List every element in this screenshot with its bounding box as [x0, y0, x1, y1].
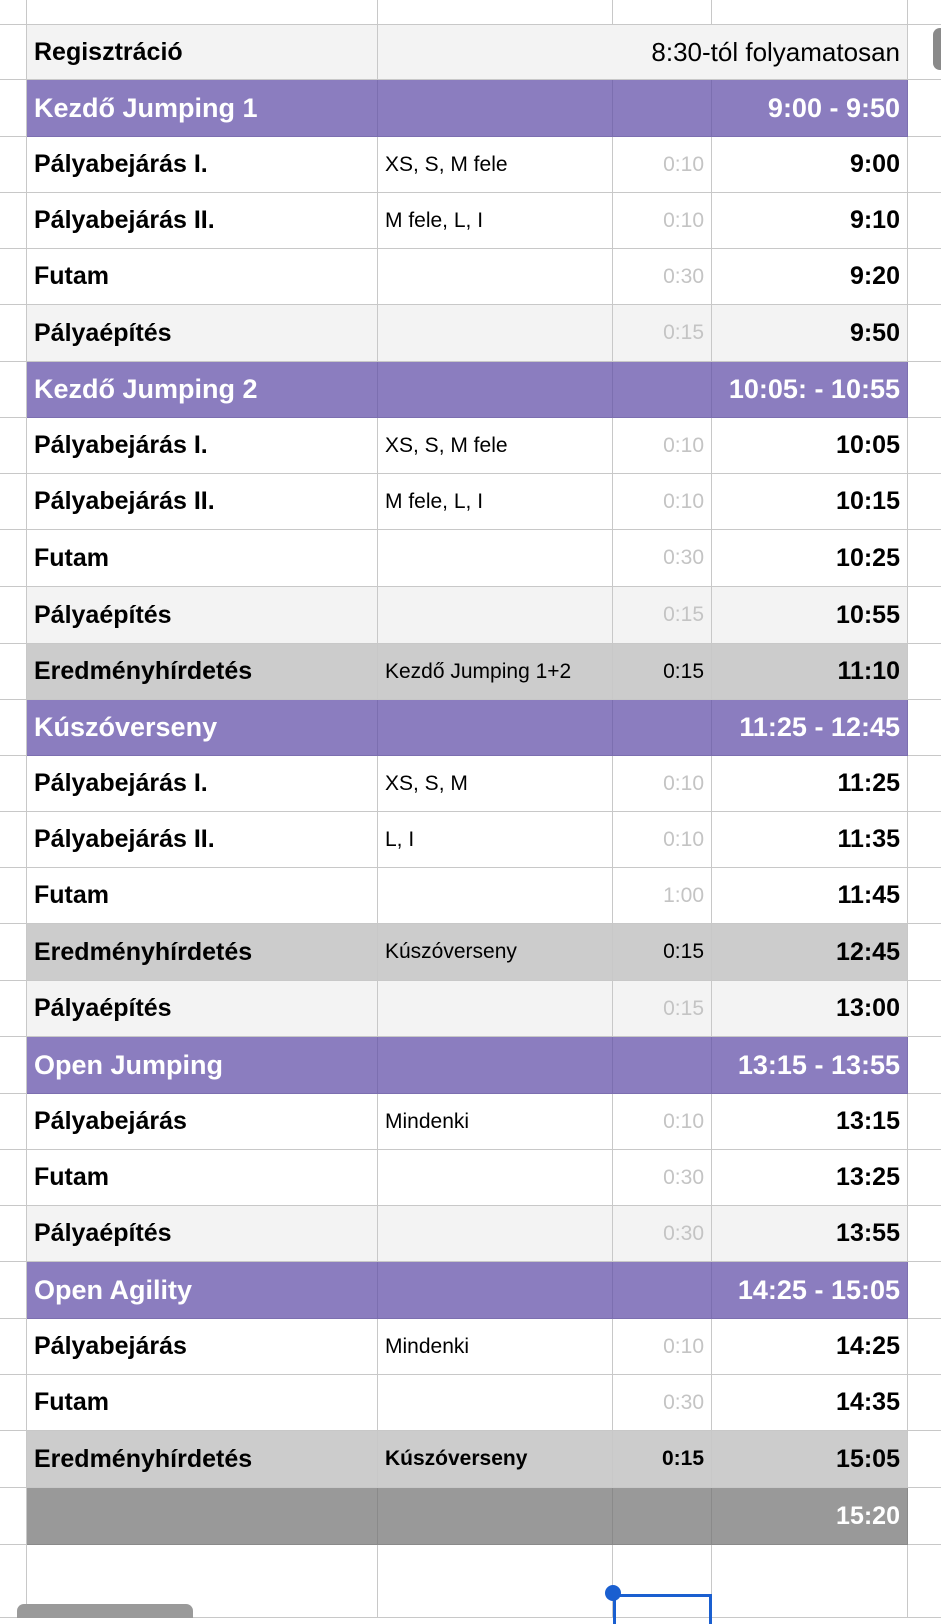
empty-column-cell[interactable]: [908, 1488, 941, 1545]
start-time-cell[interactable]: 13:15 - 13:55: [712, 1037, 908, 1094]
start-time-cell[interactable]: 14:35: [712, 1375, 908, 1431]
empty-column-cell[interactable]: [908, 418, 941, 474]
row-gutter: [0, 1375, 27, 1431]
activity-cell[interactable]: Pályabejárás II.: [27, 193, 378, 249]
empty-column-cell[interactable]: [908, 305, 941, 362]
group-cell[interactable]: [378, 80, 613, 137]
start-time-cell[interactable]: 9:20: [712, 249, 908, 305]
schedule-row: [0, 1150, 941, 1206]
row-gutter: [0, 1488, 27, 1545]
row-gutter: [0, 1037, 27, 1094]
duration-cell[interactable]: [613, 1262, 712, 1319]
activity-cell[interactable]: Kúszóverseny: [27, 700, 378, 756]
duration-cell[interactable]: 0:10: [613, 474, 712, 530]
schedule-row: [0, 924, 941, 981]
activity-cell[interactable]: Futam: [27, 1150, 378, 1206]
start-time-cell[interactable]: 13:25: [712, 1150, 908, 1206]
empty-column-cell[interactable]: [908, 924, 941, 981]
duration-cell[interactable]: 0:10: [613, 193, 712, 249]
duration-cell[interactable]: 0:30: [613, 1375, 712, 1431]
empty-column-cell[interactable]: [908, 1037, 941, 1094]
activity-cell[interactable]: Pályabejárás: [27, 1319, 378, 1375]
row-gutter: [0, 756, 27, 812]
start-time-cell[interactable]: 11:35: [712, 812, 908, 868]
group-cell[interactable]: [378, 1375, 613, 1431]
duration-cell[interactable]: 0:10: [613, 1319, 712, 1375]
schedule-row: [0, 1431, 941, 1488]
duration-cell[interactable]: 0:10: [613, 418, 712, 474]
start-time-cell[interactable]: 10:05: [712, 418, 908, 474]
start-time-cell[interactable]: 10:15: [712, 474, 908, 530]
schedule-row: [0, 193, 941, 249]
empty-column-cell[interactable]: [908, 80, 941, 137]
group-cell[interactable]: [378, 249, 613, 305]
start-time-cell[interactable]: [712, 0, 908, 25]
selection-handle[interactable]: [605, 1585, 621, 1601]
activity-cell[interactable]: Pályabejárás I.: [27, 137, 378, 193]
empty-column-cell[interactable]: [908, 587, 941, 644]
section-header-row: [0, 700, 941, 756]
row-gutter: [0, 362, 27, 418]
start-time-cell[interactable]: 13:55: [712, 1206, 908, 1262]
duration-cell[interactable]: 0:30: [613, 1206, 712, 1262]
side-panel-tab[interactable]: [933, 28, 941, 70]
activity-cell[interactable]: Pályaépítés: [27, 981, 378, 1037]
schedule-row: [0, 530, 941, 587]
start-time-cell[interactable]: 11:25: [712, 756, 908, 812]
group-cell[interactable]: [378, 700, 613, 756]
row-gutter: [0, 137, 27, 193]
row-gutter: [0, 868, 27, 924]
group-cell[interactable]: [378, 1206, 613, 1262]
schedule-row: [0, 25, 941, 80]
schedule-row: [0, 1375, 941, 1431]
empty-column-cell[interactable]: [908, 193, 941, 249]
start-time-cell[interactable]: 15:05: [712, 1431, 908, 1488]
schedule-row: [0, 756, 941, 812]
activity-cell[interactable]: Eredményhírdetés: [27, 924, 378, 981]
activity-cell[interactable]: Pályabejárás II.: [27, 812, 378, 868]
start-time-cell[interactable]: 11:25 - 12:45: [712, 700, 908, 756]
group-cell[interactable]: [378, 530, 613, 587]
duration-cell[interactable]: 0:15: [613, 924, 712, 981]
empty-column-cell[interactable]: [908, 700, 941, 756]
row-gutter: [0, 25, 27, 80]
schedule-row: [0, 137, 941, 193]
duration-cell[interactable]: 0:15: [613, 1431, 712, 1488]
empty-column-cell[interactable]: [908, 1545, 941, 1618]
schedule-row: [0, 644, 941, 700]
empty-column-cell[interactable]: [908, 0, 941, 25]
row-gutter: [0, 1431, 27, 1488]
empty-column-cell[interactable]: [908, 981, 941, 1037]
duration-cell[interactable]: 0:30: [613, 249, 712, 305]
duration-cell[interactable]: [613, 700, 712, 756]
duration-cell[interactable]: 0:30: [613, 530, 712, 587]
row-gutter: [0, 1150, 27, 1206]
activity-cell[interactable]: Open Agility: [27, 1262, 378, 1319]
empty-column-cell[interactable]: [908, 644, 941, 700]
row-gutter: [0, 924, 27, 981]
duration-cell[interactable]: 0:10: [613, 756, 712, 812]
group-cell[interactable]: [378, 1037, 613, 1094]
duration-cell[interactable]: 0:10: [613, 1094, 712, 1150]
activity-cell[interactable]: Open Jumping: [27, 1037, 378, 1094]
duration-cell[interactable]: 0:30: [613, 1150, 712, 1206]
start-time-cell[interactable]: 9:10: [712, 193, 908, 249]
row-gutter: [0, 193, 27, 249]
activity-cell[interactable]: Pályaépítés: [27, 587, 378, 644]
activity-cell[interactable]: Kezdő Jumping 1: [27, 80, 378, 137]
schedule-row: [0, 474, 941, 530]
duration-cell[interactable]: [613, 0, 712, 25]
activity-cell[interactable]: [27, 1488, 378, 1545]
empty-column-cell[interactable]: [908, 1206, 941, 1262]
empty-column-cell[interactable]: [908, 362, 941, 418]
group-cell[interactable]: L, I: [378, 812, 613, 868]
row-gutter: [0, 1206, 27, 1262]
start-time-cell[interactable]: 10:25: [712, 530, 908, 587]
row-gutter: [0, 418, 27, 474]
group-cell[interactable]: Kezdő Jumping 1+2: [378, 644, 613, 700]
duration-cell[interactable]: 0:15: [613, 305, 712, 362]
empty-column-cell[interactable]: [908, 1262, 941, 1319]
group-cell[interactable]: [378, 1545, 613, 1618]
row-gutter: [0, 249, 27, 305]
row-gutter: [0, 1262, 27, 1319]
schedule-row: [0, 1094, 941, 1150]
group-cell[interactable]: [378, 1262, 613, 1319]
group-cell[interactable]: M fele, L, I: [378, 474, 613, 530]
section-header-row: [0, 1037, 941, 1094]
activity-cell[interactable]: Pályaépítés: [27, 305, 378, 362]
row-gutter: [0, 981, 27, 1037]
start-time-cell[interactable]: [712, 1545, 908, 1618]
empty-column-cell[interactable]: [908, 474, 941, 530]
duration-cell[interactable]: 1:00: [613, 868, 712, 924]
row-gutter: [0, 474, 27, 530]
activity-cell[interactable]: Regisztráció: [27, 25, 378, 80]
row-gutter: [0, 1094, 27, 1150]
start-time-cell[interactable]: 12:45: [712, 924, 908, 981]
schedule-row: [0, 868, 941, 924]
start-time-cell[interactable]: 9:00: [712, 137, 908, 193]
activity-cell[interactable]: Eredményhírdetés: [27, 1431, 378, 1488]
empty-column-cell[interactable]: [908, 1094, 941, 1150]
group-cell[interactable]: M fele, L, I: [378, 193, 613, 249]
start-time-cell[interactable]: 10:55: [712, 587, 908, 644]
empty-column-cell[interactable]: [908, 1431, 941, 1488]
section-header-row: [0, 80, 941, 137]
empty-column-cell[interactable]: [908, 1150, 941, 1206]
row-gutter: [0, 644, 27, 700]
activity-cell[interactable]: Eredményhírdetés: [27, 644, 378, 700]
activity-cell[interactable]: Futam: [27, 249, 378, 305]
duration-cell[interactable]: 0:15: [613, 644, 712, 700]
duration-cell[interactable]: [613, 1037, 712, 1094]
duration-cell[interactable]: 0:15: [613, 587, 712, 644]
schedule-row: [0, 1206, 941, 1262]
schedule-row: [0, 587, 941, 644]
duration-cell[interactable]: 0:10: [613, 812, 712, 868]
schedule-row: [0, 981, 941, 1037]
empty-column-cell[interactable]: [908, 756, 941, 812]
row-gutter: [0, 530, 27, 587]
group-cell[interactable]: [378, 868, 613, 924]
start-time-cell[interactable]: 9:50: [712, 305, 908, 362]
start-time-cell[interactable]: 10:05: - 10:55: [712, 362, 908, 418]
duration-cell[interactable]: 0:10: [613, 137, 712, 193]
duration-cell[interactable]: 0:15: [613, 981, 712, 1037]
activity-cell[interactable]: Pályabejárás II.: [27, 474, 378, 530]
schedule-row: [0, 1488, 941, 1545]
empty-column-cell[interactable]: [908, 1375, 941, 1431]
start-time-cell[interactable]: 15:20: [712, 1488, 908, 1545]
section-header-row: [0, 1262, 941, 1319]
schedule-row: [0, 418, 941, 474]
row-gutter: [0, 1319, 27, 1375]
activity-cell[interactable]: Pályabejárás I.: [27, 756, 378, 812]
empty-column-cell[interactable]: [908, 137, 941, 193]
row-gutter: [0, 80, 27, 137]
schedule-row: [0, 0, 941, 25]
activity-cell[interactable]: Pályabejárás I.: [27, 418, 378, 474]
group-cell[interactable]: [378, 305, 613, 362]
group-cell[interactable]: Kúszóverseny: [378, 1431, 613, 1488]
start-time-cell[interactable]: 14:25 - 15:05: [712, 1262, 908, 1319]
group-cell[interactable]: Mindenki: [378, 1094, 613, 1150]
group-cell[interactable]: XS, S, M fele: [378, 137, 613, 193]
duration-cell[interactable]: [613, 362, 712, 418]
group-cell[interactable]: [378, 0, 613, 25]
schedule-row: [0, 812, 941, 868]
activity-cell[interactable]: Futam: [27, 1375, 378, 1431]
group-cell[interactable]: Mindenki: [378, 1319, 613, 1375]
duration-cell[interactable]: [613, 1488, 712, 1545]
empty-column-cell[interactable]: [908, 249, 941, 305]
group-cell[interactable]: XS, S, M fele: [378, 418, 613, 474]
row-gutter: [0, 587, 27, 644]
row-gutter: [0, 700, 27, 756]
start-time-cell[interactable]: 9:00 - 9:50: [712, 80, 908, 137]
activity-cell[interactable]: Pályabejárás: [27, 1094, 378, 1150]
duration-cell[interactable]: [613, 80, 712, 137]
group-cell[interactable]: [378, 981, 613, 1037]
section-header-row: [0, 362, 941, 418]
start-time-cell[interactable]: 13:00: [712, 981, 908, 1037]
empty-column-cell[interactable]: [908, 530, 941, 587]
empty-column-cell[interactable]: [908, 1319, 941, 1375]
activity-cell[interactable]: Futam: [27, 868, 378, 924]
start-time-cell[interactable]: 14:25: [712, 1319, 908, 1375]
horizontal-scrollbar[interactable]: [17, 1604, 193, 1618]
row-gutter: [0, 0, 27, 25]
group-cell[interactable]: XS, S, M: [378, 756, 613, 812]
schedule-row: [0, 305, 941, 362]
row-gutter: [0, 305, 27, 362]
activity-cell[interactable]: [27, 0, 378, 25]
empty-column-cell[interactable]: [908, 868, 941, 924]
schedule-row: [0, 1319, 941, 1375]
group-cell[interactable]: [378, 362, 613, 418]
activity-cell[interactable]: Futam: [27, 530, 378, 587]
start-time-cell[interactable]: 11:10: [712, 644, 908, 700]
row-gutter: [0, 812, 27, 868]
empty-column-cell[interactable]: [908, 812, 941, 868]
schedule-row: [0, 249, 941, 305]
cell-selection-box[interactable]: [613, 1594, 712, 1624]
start-time-cell[interactable]: 11:45: [712, 868, 908, 924]
activity-cell[interactable]: Kezdő Jumping 2: [27, 362, 378, 418]
start-time-cell[interactable]: 13:15: [712, 1094, 908, 1150]
group-cell[interactable]: [378, 587, 613, 644]
group-cell[interactable]: Kúszóverseny: [378, 924, 613, 981]
group-cell[interactable]: [378, 1488, 613, 1545]
group-cell[interactable]: [378, 1150, 613, 1206]
activity-cell[interactable]: Pályaépítés: [27, 1206, 378, 1262]
start-time-cell[interactable]: 8:30-tól folyamatosan: [378, 25, 908, 80]
